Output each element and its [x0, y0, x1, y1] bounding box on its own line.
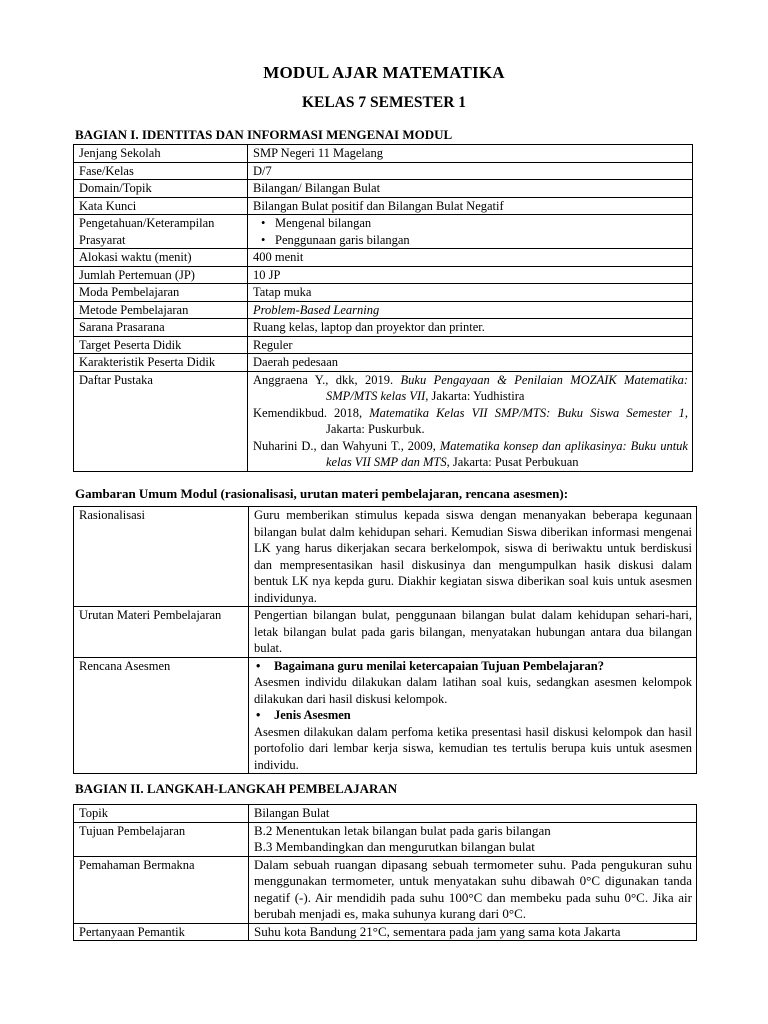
document-subtitle: KELAS 7 SEMESTER 1	[301, 94, 467, 111]
table-row	[74, 607, 697, 658]
reference-title: Matematika Kelas VII SMP/MTS: Buku Siswa Semester 1,	[369, 405, 688, 420]
table-row	[74, 301, 693, 319]
table-row	[74, 371, 693, 471]
overview-table	[73, 506, 697, 774]
row-label: Target Peserta Didik	[74, 336, 248, 354]
table-row	[74, 197, 693, 215]
table-row	[74, 145, 693, 163]
table-row	[74, 319, 693, 337]
row-value: Dalam sebuah ruangan dipasang sebuah termometer suhu. Pada pengukuran suhu menggunakan termometer, untuk menyatakan suhu dibawah 0°C digunakan tanda negatif (-). Air mendidih pada suhu 100°C dan membeku pada suhu 0°C. Jika air berubah menjadi es, maka suhunya kurang dari 0°C.	[249, 856, 697, 923]
table-row	[74, 215, 693, 249]
section2-heading: Gambaran Umum Modul (rasionalisasi, urutan materi pembelajaran, rencana asesmen):	[75, 486, 569, 501]
row-value	[249, 822, 697, 856]
row-label: Topik	[74, 805, 249, 823]
section3-heading: BAGIAN II. LANGKAH-LANGKAH PEMBELAJARAN	[75, 781, 398, 796]
row-value: Pengertian bilangan bulat, penggunaan bilangan bulat dalam kehidupan sehari-hari, letak bilangan bulat pada garis bilangan, menyatakan hubungan antara dua bilangan bulat.	[249, 607, 697, 658]
reference-publisher: Jakarta: Puskurbuk.	[326, 422, 425, 436]
reference-item	[253, 405, 688, 438]
table-row	[74, 856, 697, 923]
row-value: Suhu kota Bandung 21°C, sementara pada jam yang sama kota Jakarta	[249, 923, 697, 941]
table-row	[74, 162, 693, 180]
row-label: Domain/Topik	[74, 180, 248, 198]
reference-item	[253, 438, 688, 471]
row-label: Metode Pembelajaran	[74, 301, 248, 319]
list-item: • Mengenal bilangan	[275, 215, 688, 232]
row-label: Jenjang Sekolah	[74, 145, 248, 163]
steps-table	[73, 804, 697, 941]
reference-title: Matematika konsep dan aplikasinya: Buku untuk kelas VII SMP dan MTS	[326, 438, 688, 469]
row-value: Reguler	[248, 336, 693, 354]
assessment-type-text: Asesmen dilakukan dalam perfoma ketika presentasi hasil diskusi kelompok dan hasil portofolio dari lembar kerja siswa, kemudian tes tertulis berupa kuis untuk asesmen individu.	[254, 724, 692, 772]
row-value: Bilangan/ Bilangan Bulat	[248, 180, 693, 198]
row-label: Pertanyaan Pemantik	[74, 923, 249, 941]
row-value	[248, 215, 693, 249]
reference-author: Kemendikbud. 2018,	[253, 405, 370, 420]
row-value	[249, 657, 697, 774]
table-row	[74, 249, 693, 267]
row-value: Daerah pedesaan	[248, 354, 693, 372]
table-row	[74, 180, 693, 198]
list-item: • Penggunaan garis bilangan	[275, 232, 688, 249]
table-row	[74, 354, 693, 372]
row-label: Rasionalisasi	[74, 507, 249, 607]
row-value: 400 menit	[248, 249, 693, 267]
row-label: Daftar Pustaka	[74, 371, 248, 471]
row-value: Tatap muka	[248, 284, 693, 302]
row-value: D/7	[248, 162, 693, 180]
table-row	[74, 507, 697, 607]
row-label: Moda Pembelajaran	[74, 284, 248, 302]
identity-table	[73, 144, 693, 472]
row-label: Pengetahuan/Keterampilan Prasyarat	[74, 215, 248, 249]
row-label: Sarana Prasarana	[74, 319, 248, 337]
row-value: Bilangan Bulat positif dan Bilangan Bulat Negatif	[248, 197, 693, 215]
document-title: MODUL AJAR MATEMATIKA	[263, 63, 505, 82]
table-row	[74, 822, 697, 856]
row-label: Karakteristik Peserta Didik	[74, 354, 248, 372]
row-value: Bilangan Bulat	[249, 805, 697, 823]
table-row	[74, 923, 697, 941]
row-label: Pemahaman Bermakna	[74, 856, 249, 923]
assessment-question: • Bagaimana guru menilai ketercapaian Tujuan Pembelajaran?	[254, 658, 692, 675]
reference-author: Nuharini D., dan Wahyuni T., 2009,	[253, 438, 440, 453]
assessment-type-heading: • Jenis Asesmen	[254, 707, 692, 724]
reference-title: Buku Pengayaan & Penilaian MOZAIK Matematika: SMP/MTS kelas VII,	[326, 372, 688, 403]
row-label: Alokasi waktu (menit)	[74, 249, 248, 267]
prerequisite-list	[253, 215, 688, 248]
table-row	[74, 805, 697, 823]
row-value: Problem-Based Learning	[248, 301, 693, 319]
row-value	[248, 371, 693, 471]
reference-publisher: Jakarta: Yudhistira	[428, 389, 525, 403]
row-label: Fase/Kelas	[74, 162, 248, 180]
row-label: Jumlah Pertemuan (JP)	[74, 266, 248, 284]
row-label: Rencana Asesmen	[74, 657, 249, 774]
table-row	[74, 657, 697, 774]
reference-author: Anggraena Y., dkk, 2019.	[253, 372, 401, 387]
assessment-text: Asesmen individu dilakukan dalam latihan soal kuis, sedangkan asesmen kelompok dilakukan dari hasil diskusi kelompok.	[254, 675, 692, 706]
reference-item	[253, 372, 688, 405]
row-value: 10 JP	[248, 266, 693, 284]
row-value: Ruang kelas, laptop dan proyektor dan printer.	[248, 319, 693, 337]
row-value: SMP Negeri 11 Magelang	[248, 145, 693, 163]
row-value: Guru memberikan stimulus kepada siswa dengan menanyakan beberapa kegunaan bilangan bulat dalm kehidupan sehari. Kemudian Siswa diberikan informasi mengenai LK yang harus dikerjakan secara berkelompok, siswa di beriwaktu untuk berdiskusi dan mempresentasikan hasil diskusinya dan mengumpulkan hasik diskusi dalam bentuk LK nya kepda guru. Diakhir kegiatan siswa diberikan soal kuis untuk asesmen individunya.	[249, 507, 697, 607]
section1-heading: BAGIAN I. IDENTITAS DAN INFORMASI MENGENAI MODUL	[75, 127, 453, 142]
row-label: Kata Kunci	[74, 197, 248, 215]
objective-line: B.2 Menentukan letak bilangan bulat pada garis bilangan	[254, 822, 551, 838]
objective-line: B.3 Membandingkan dan mengurutkan bilangan bulat	[254, 839, 535, 854]
row-label: Tujuan Pembelajaran	[74, 822, 249, 856]
reference-publisher: , Jakarta: Pusat Perbukuan	[446, 455, 579, 469]
table-row	[74, 336, 693, 354]
table-row	[74, 266, 693, 284]
table-row	[74, 284, 693, 302]
row-label: Urutan Materi Pembelajaran	[74, 607, 249, 658]
